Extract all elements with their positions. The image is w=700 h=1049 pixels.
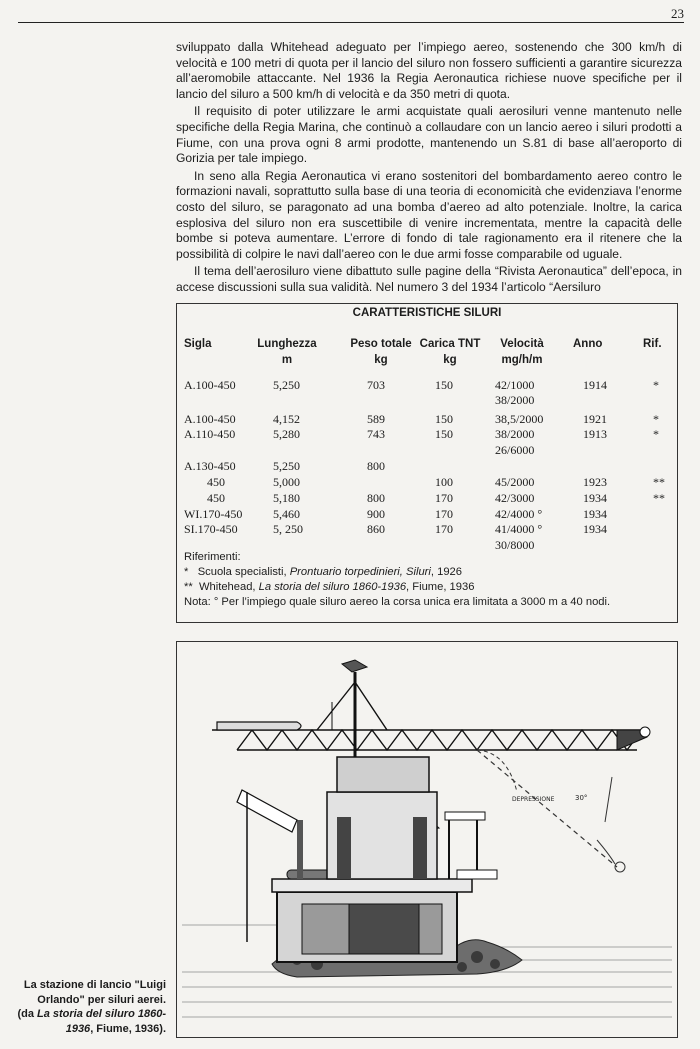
cell-peso: 860 bbox=[367, 522, 385, 536]
caption-line-4-b: , Fiume, 1936). bbox=[90, 1022, 166, 1035]
cell-velocita: 45/2000 bbox=[495, 475, 535, 489]
reference-1-author: Scuola specialisti, bbox=[197, 566, 290, 578]
cell-carica: 170 bbox=[435, 491, 453, 505]
cell-carica: 100 bbox=[435, 475, 453, 489]
cell-rif: ** bbox=[653, 475, 665, 489]
header-peso bbox=[341, 336, 421, 368]
cell-sigla: WI.170-450 bbox=[184, 507, 243, 521]
cell-carica: 150 bbox=[435, 378, 453, 392]
header-rif: Rif. bbox=[643, 338, 662, 350]
body-text bbox=[176, 40, 682, 296]
caption-line-1: La stazione di lancio "Luigi bbox=[23, 979, 166, 991]
crane-pulley bbox=[640, 727, 650, 737]
header-sigla: Sigla bbox=[184, 338, 212, 350]
caption-line-4-a: 1936 bbox=[65, 1022, 91, 1035]
caption-line-4 bbox=[16, 1022, 166, 1037]
cell-rif: * bbox=[653, 378, 659, 392]
cell-carica: 150 bbox=[435, 427, 453, 441]
cell-velocita: 38/2000 bbox=[495, 393, 535, 407]
reference-2-year: , Fiume, 1936 bbox=[406, 581, 475, 593]
launch-station-drawing bbox=[176, 641, 678, 1038]
cell-rif: * bbox=[653, 427, 659, 441]
launch-deck bbox=[272, 879, 472, 892]
cell-peso: 703 bbox=[367, 378, 385, 392]
torpedo-on-crane bbox=[217, 722, 301, 730]
cell-peso: 743 bbox=[367, 427, 385, 441]
cell-sigla: A.110-450 bbox=[184, 427, 236, 441]
cell-anno: 1934 bbox=[583, 507, 607, 521]
crane-truss bbox=[212, 730, 647, 750]
cell-velocita: 42/4000 ° bbox=[495, 507, 543, 521]
table-references bbox=[184, 550, 610, 610]
header-velocita-label: Velocità bbox=[500, 338, 544, 350]
trajectory-line bbox=[477, 750, 617, 867]
mast-stay-2 bbox=[355, 682, 387, 730]
cell-lunghezza: 5,250 bbox=[273, 459, 300, 473]
torpedo-drop bbox=[597, 840, 615, 864]
cell-sigla: SI.170-450 bbox=[184, 522, 238, 536]
reference-2-mark: ** bbox=[184, 581, 193, 593]
paragraph-2: Il requisito di poter utilizzare le armi acquistate quali aerosiluri venne mantenuto nelle specifiche della Regia Marina, che continuò a collaudare con un lancio aereo i siluri prodotti a Fiume, con una prova ogni 8 armi prodotte, mantenendo un S.81 di base all’aeroporto di Gorizia per tale impiego. bbox=[176, 104, 682, 166]
angle-label: 30° bbox=[575, 794, 588, 802]
cell-velocita: 38/2000 bbox=[495, 427, 535, 441]
top-rule bbox=[18, 22, 684, 23]
cell-anno: 1923 bbox=[583, 475, 607, 489]
cell-velocita: 41/4000 ° bbox=[495, 522, 543, 536]
caption-line-2: Orlando" per siluri aerei. bbox=[37, 993, 166, 1006]
column-right bbox=[413, 817, 427, 879]
cell-lunghezza: 5,280 bbox=[273, 427, 300, 441]
cell-sigla: 450 bbox=[207, 491, 225, 505]
reference-1-mark: * bbox=[184, 566, 189, 578]
cell-peso: 589 bbox=[367, 412, 385, 426]
reference-1-title: Prontuario torpedinieri, Siluri bbox=[289, 566, 431, 578]
cell-rif: ** bbox=[653, 491, 665, 505]
header-peso-unit: kg bbox=[374, 354, 388, 366]
references-heading: Riferimenti: bbox=[184, 551, 241, 563]
cell-anno: 1913 bbox=[583, 427, 607, 441]
cell-anno: 1934 bbox=[583, 491, 607, 505]
cell-lunghezza: 5,460 bbox=[273, 507, 300, 521]
deck-rail bbox=[457, 870, 497, 879]
cell-lunghezza: 4,152 bbox=[273, 412, 300, 426]
cell-peso: 900 bbox=[367, 507, 385, 521]
caisson-inner bbox=[349, 904, 419, 954]
header-carica bbox=[415, 336, 485, 368]
header-anno: Anno bbox=[573, 338, 603, 350]
paragraph-1: sviluppato dalla Whitehead adeguato per l’impiego aereo, sostenendo che 300 km/h di velocità e 100 metri di quota per il lancio del siluro non fossero sufficienti a garantire sicurezza all’aeromobile attaccante. Nel 1936 la Regia Aeronautica richiese nuove specifiche per il lancio del siluro a 500 km/h di velocità e da 350 metri di quota. bbox=[176, 40, 682, 101]
header-velocita bbox=[487, 336, 557, 368]
cell-rif: * bbox=[653, 412, 659, 426]
cell-lunghezza: 5,180 bbox=[273, 491, 300, 505]
cell-lunghezza: 5, 250 bbox=[273, 522, 303, 536]
cell-velocita: 26/6000 bbox=[495, 443, 535, 457]
cell-anno: 1934 bbox=[583, 522, 607, 536]
cell-peso: 800 bbox=[367, 491, 385, 505]
reference-2 bbox=[184, 580, 610, 595]
paragraph-3: In seno alla Regia Aeronautica vi erano sostenitori del bombardamento aereo contro le formazioni navali, soprattutto sulla base di una teoria di economicità che evidenziava l’enorme costo del siluro, se paragonato ad una bomba d’aereo ad alto potenziale. Inoltre, la carica esplosiva del siluro non era suscettibile di venire incrementata, mentre la capacità delle bombe si poteva aumentare. L’errore di fondo di tale ragionamento era il ritenere che la possibilità di colpire le navi dall’aereo con le due armi fosse comparabile od uguale. bbox=[176, 168, 682, 261]
trajectory-arc bbox=[477, 750, 517, 792]
caption-line-3-a: (da bbox=[17, 1008, 37, 1020]
cell-velocita: 42/1000 bbox=[495, 378, 535, 392]
header-carica-label: Carica TNT bbox=[419, 338, 481, 350]
cell-anno: 1921 bbox=[583, 412, 607, 426]
header-lunghezza bbox=[257, 336, 317, 368]
header-velocita-unit: mg/h/m bbox=[501, 354, 543, 366]
mast-head bbox=[342, 660, 367, 672]
cell-sigla: A.100-450 bbox=[184, 378, 236, 392]
table-title: CARATTERISTICHE SILURI bbox=[352, 307, 502, 319]
cell-anno: 1914 bbox=[583, 378, 607, 392]
building-top bbox=[337, 757, 429, 792]
stairway bbox=[237, 790, 297, 832]
crane-platform-illustration bbox=[177, 642, 677, 1037]
reference-2-author: Whitehead, bbox=[198, 581, 259, 593]
stair-post bbox=[297, 820, 303, 879]
cell-velocita: 30/8000 bbox=[495, 538, 535, 552]
cell-velocita: 38,5/2000 bbox=[495, 412, 544, 426]
depression-label: DEPRESSIONE bbox=[512, 796, 555, 803]
figure-caption bbox=[16, 978, 166, 1036]
reference-2-title: La storia del siluro 1860-1936 bbox=[258, 581, 407, 593]
side-platform bbox=[445, 812, 485, 820]
torpedo-specs-table bbox=[176, 303, 678, 623]
cell-carica: 170 bbox=[435, 507, 453, 521]
column-left bbox=[337, 817, 351, 879]
caption-line-3 bbox=[16, 1007, 166, 1022]
cell-carica: 150 bbox=[435, 412, 453, 426]
header-carica-unit: kg bbox=[443, 354, 457, 366]
reference-1-year: , 1926 bbox=[430, 566, 462, 578]
cell-sigla: A.100-450 bbox=[184, 412, 236, 426]
cell-peso: 800 bbox=[367, 459, 385, 473]
cell-sigla: 450 bbox=[207, 475, 225, 489]
table-note: Nota: ° Per l’impiego quale siluro aereo la corsa unica era limitata a 3000 m a 40 nodi. bbox=[184, 596, 611, 608]
cell-sigla: A.130-450 bbox=[184, 459, 236, 473]
header-lunghezza-label: Lunghezza bbox=[257, 338, 317, 350]
caption-line-3-b: La storia del siluro 1860- bbox=[37, 1008, 166, 1020]
header-lunghezza-unit: m bbox=[281, 354, 293, 366]
mast-stay bbox=[317, 682, 355, 730]
header-peso-label: Peso totale bbox=[350, 338, 412, 350]
reference-1 bbox=[184, 565, 610, 580]
page-number: 23 bbox=[671, 6, 684, 21]
cell-carica: 170 bbox=[435, 522, 453, 536]
paragraph-4: Il tema dell’aerosiluro viene dibattuto sulle pagine della “Rivista Aeronautica” dell’epoca, in accese discussioni sulla sua validità. Nel numero 3 del 1934 l’articolo “Aersiluro bbox=[176, 264, 682, 294]
angle-marker bbox=[605, 777, 612, 822]
cell-velocita: 42/3000 bbox=[495, 491, 535, 505]
cell-lunghezza: 5,250 bbox=[273, 378, 300, 392]
cell-lunghezza: 5,000 bbox=[273, 475, 300, 489]
